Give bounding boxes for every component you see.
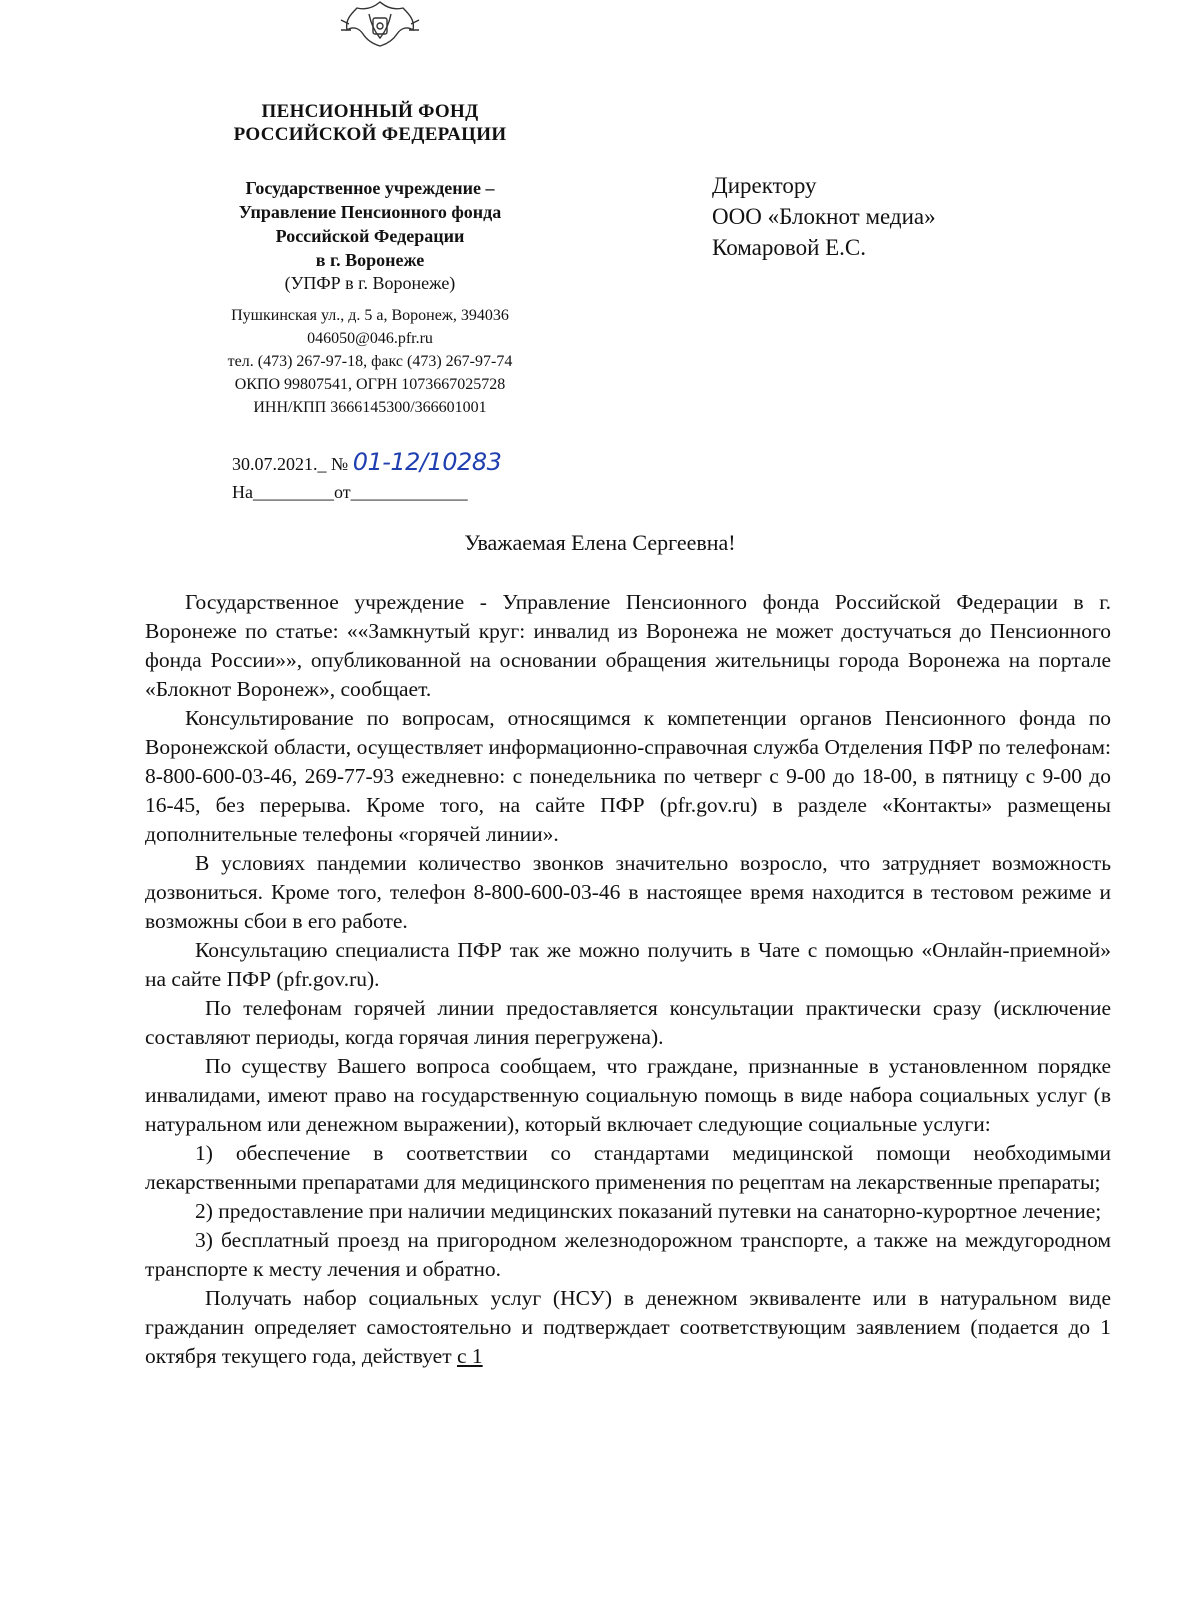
paragraph: Консультацию специалиста ПФР так же можно получить в Чате с помощью «Онлайн-приемной» на сайте ПФР (pfr.gov.ru).: [145, 938, 1111, 991]
letter-body: [145, 588, 1111, 1371]
institution-line: Российской Федерации: [275, 226, 465, 246]
sender-contacts: [170, 304, 570, 419]
sender-email: 046050@046.pfr.ru: [307, 330, 433, 347]
paragraph-text: Получать набор социальных услуг (НСУ) в денежном эквиваленте или в натуральном виде гражданин определяет самостоятельно и подтверждает соответствующим заявлением (подается до 1 октября текущего года, действует: [145, 1286, 1111, 1368]
emblem-icon: [335, 0, 425, 48]
underlined-text: с 1: [456, 1344, 483, 1368]
sender-block: [170, 100, 570, 419]
registration-block: [232, 448, 501, 506]
paragraph: По телефонам горячей линии предоставляется консультации практически сразу (исключение составляют периоды, когда горячая линия перегружена).: [145, 996, 1111, 1049]
letter-number: 01-12/10283: [352, 448, 502, 476]
greeting: Уважаемая Елена Сергеевна!: [464, 530, 736, 555]
sender-phones: тел. (473) 267-97-18, факс (473) 267-97-74: [227, 353, 513, 370]
paragraph: Консультирование по вопросам, относящимся к компетенции органов Пенсионного фонда по Воронежской области, осуществляет информационно-справочная служба Отделения ПФР по телефонам: 8-800-600-03-46, 269-77-93 ежедневно: с понедельника по четверг с 9-00 до 18-00, в пятницу с 9-00 до 16-45, без перерыва. Кроме того, на сайте ПФР (pfr.gov.ru) в разделе «Контакты» размещены дополнительные телефоны «горячей линии».: [145, 706, 1111, 846]
institution-line: Управление Пенсионного фонда: [238, 202, 502, 222]
org-title-line: РОССИЙСКОЙ ФЕДЕРАЦИИ: [233, 124, 507, 145]
letter-date: 30.07.2021._: [232, 454, 327, 474]
institution-line: Государственное учреждение –: [245, 178, 495, 198]
paragraph: По существу Вашего вопроса сообщаем, что граждане, признанные в установленном порядке инвалидами, имеют право на государственную социальную помощь в виде набора социальных услуг (в натуральном или денежном выражении), который включает следующие социальные услуги:: [145, 1054, 1111, 1136]
org-title-line: ПЕНСИОННЫЙ ФОНД: [261, 101, 479, 122]
institution-line: в г. Воронеже: [315, 250, 425, 270]
institution-abbr: (УПФР в г. Воронеже): [284, 273, 456, 293]
reference-line: На_________от_____________: [232, 482, 468, 502]
paragraph: В условиях пандемии количество звонков значительно возросло, что затрудняет возможность дозвониться. Кроме того, телефон 8-800-600-03-46 в настоящее время находится в тестовом режиме и возможны сбои в его работе.: [145, 851, 1111, 933]
list-item: 3) бесплатный проезд на пригородном железнодорожном транспорте, а также на междугородном транспорте к месту лечения и обратно.: [145, 1228, 1111, 1281]
number-sign: №: [331, 454, 349, 474]
paragraph: [145, 1284, 1111, 1371]
list-item: 1) обеспечение в соответствии со стандартами медицинской помощи необходимыми лекарственными препаратами для медицинского применения по рецептам на лекарственные препараты;: [145, 1141, 1111, 1194]
org-title: [170, 100, 570, 146]
sender-address: Пушкинская ул., д. 5 а, Воронеж, 394036: [231, 307, 509, 324]
recipient-company: ООО «Блокнот медиа»: [712, 204, 936, 229]
sender-okpo: ОКПО 99807541, ОГРН 1073667025728: [234, 376, 506, 393]
sender-inn: ИНН/КПП 3666145300/366601001: [253, 399, 487, 416]
institution-name: [170, 176, 570, 272]
list-item: 2) предоставление при наличии медицинских показаний путевки на санаторно-курортное лечение;: [195, 1199, 1102, 1223]
paragraph: Государственное учреждение - Управление Пенсионного фонда Российской Федерации в г. Воронеже по статье: ««Замкнутый круг: инвалид из Воронежа не может достучаться до Пенсионного фонда России»», опубликованной на основании обращения жительницы города Воронежа на портале «Блокнот Воронеж», сообщает.: [145, 590, 1111, 701]
recipient-block: [712, 170, 936, 263]
recipient-title: Директору: [712, 173, 817, 198]
recipient-name: Комаровой Е.С.: [712, 235, 867, 260]
